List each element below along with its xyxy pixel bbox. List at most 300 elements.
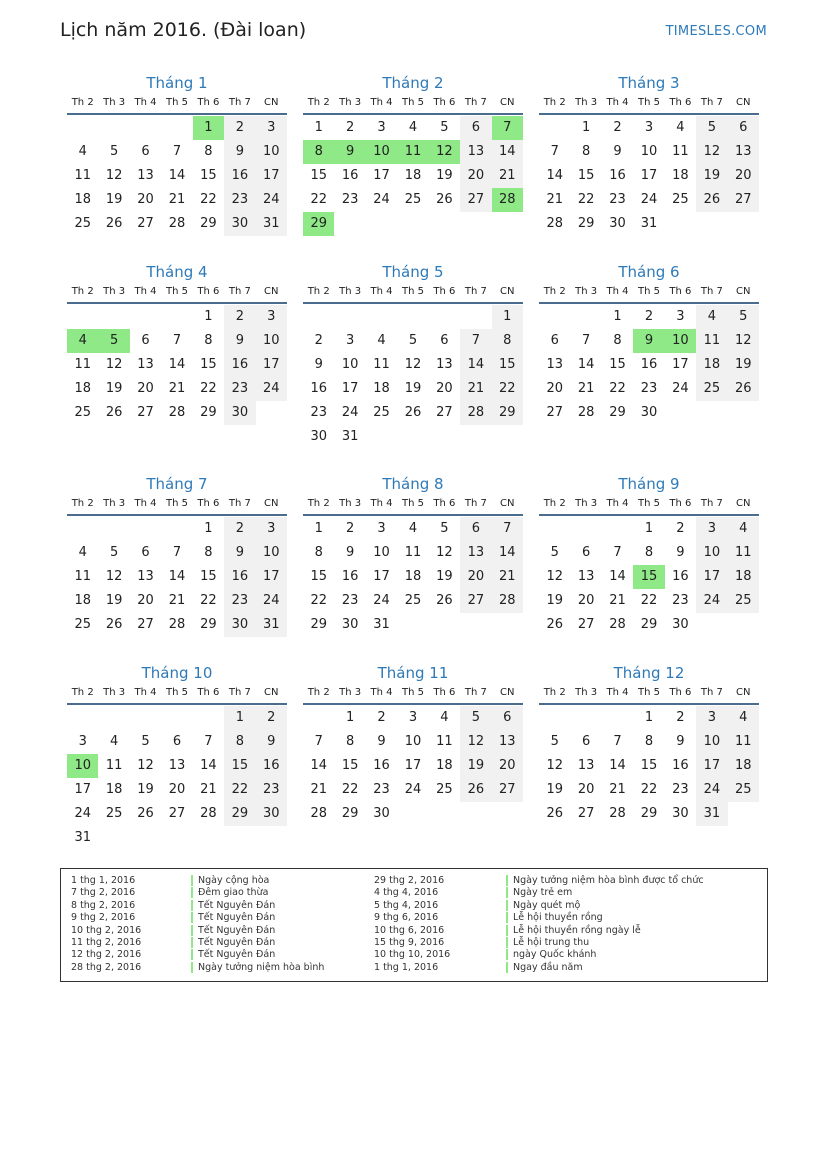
day-cell: 8 xyxy=(613,333,622,348)
legend-row xyxy=(71,937,141,949)
day-cell: 1 xyxy=(314,120,323,135)
day-cell: 11 xyxy=(105,758,123,773)
day-cell: 25 xyxy=(728,589,759,613)
day-cell: 16 xyxy=(341,168,359,183)
day-cell: 31 xyxy=(256,212,287,236)
page-title: Lịch năm 2016. (Đài loan) xyxy=(60,19,307,41)
day-cell: 20 xyxy=(168,782,186,797)
day-cell: 29 xyxy=(640,617,658,632)
day-cell: 27 xyxy=(436,405,453,420)
day-cell: 18 xyxy=(105,782,123,797)
brand-link[interactable]: TIMESLES.COM xyxy=(665,24,767,39)
weekday-header: Th 6 xyxy=(669,687,692,698)
day-cell: 14 xyxy=(492,541,523,565)
day-cell: 22 xyxy=(492,377,523,401)
day-cell: 18 xyxy=(728,754,759,778)
day-cell: 22 xyxy=(200,192,217,207)
day-cell: 31 xyxy=(256,613,287,637)
day-cell: 9 xyxy=(676,734,685,749)
day-cell: 30 xyxy=(256,802,287,826)
weekday-header: CN xyxy=(264,97,279,108)
day-cell: 14 xyxy=(168,569,186,584)
day-cell: 14 xyxy=(492,140,523,164)
day-cell: 2 xyxy=(224,116,255,140)
day-cell: 19 xyxy=(436,569,453,584)
day-cell: 30 xyxy=(224,401,255,425)
day-cell: 16 xyxy=(373,758,390,773)
legend-holiday-name: Lễ hội thuyền rồng ngày lễ xyxy=(506,925,641,936)
day-cell: 6 xyxy=(141,144,150,159)
day-cell: 18 xyxy=(436,758,453,773)
day-cell: 17 xyxy=(672,357,689,372)
day-cell: 27 xyxy=(137,617,154,632)
legend-date: 10 thg 10, 2016 xyxy=(374,949,451,961)
day-cell: 14 xyxy=(609,569,626,584)
day-cell: 22 xyxy=(200,593,217,608)
legend-holiday-name: Ngày trẻ em xyxy=(506,887,572,898)
day-cell: 26 xyxy=(546,806,563,821)
day-cell: 8 xyxy=(314,545,323,560)
day-cell: 28 xyxy=(168,617,186,632)
day-cell: 15 xyxy=(200,357,217,372)
day-cell: 24 xyxy=(696,589,727,613)
day-cell: 8 xyxy=(581,144,591,159)
weekday-header: Th 4 xyxy=(370,286,393,297)
weekday-header: Th 4 xyxy=(606,97,629,108)
day-cell: 23 xyxy=(310,405,327,420)
day-cell: 28 xyxy=(168,216,186,231)
day-cell: 26 xyxy=(546,617,563,632)
day-cell: 25 xyxy=(74,405,91,420)
month-name: Tháng 3 xyxy=(618,74,680,92)
day-cell: 9 xyxy=(377,734,386,749)
day-cell: 7 xyxy=(613,545,622,560)
day-cell: 21 xyxy=(492,565,523,589)
weekday-header: Th 5 xyxy=(401,498,424,509)
legend-row xyxy=(374,875,450,887)
weekday-header: Th 2 xyxy=(543,498,566,509)
day-cell: 9 xyxy=(224,140,255,164)
day-cell: 19 xyxy=(105,593,123,608)
day-cell: 18 xyxy=(373,381,390,396)
legend-date: 5 thg 4, 2016 xyxy=(374,899,439,911)
day-cell: 3 xyxy=(644,120,654,135)
weekday-header: Th 6 xyxy=(669,286,692,297)
day-cell: 9 xyxy=(613,144,622,159)
weekday-header: Th 3 xyxy=(575,97,598,108)
day-cell: 19 xyxy=(728,353,759,377)
day-cell: 11 xyxy=(74,357,91,372)
weekday-header: CN xyxy=(500,97,515,108)
day-cell: 18 xyxy=(74,381,91,396)
weekday-header: Th 6 xyxy=(433,687,456,698)
day-cell: 7 xyxy=(550,144,559,159)
legend-row xyxy=(71,875,141,887)
day-cell: 12 xyxy=(105,357,123,372)
month-1 xyxy=(67,73,287,231)
day-cell: 7 xyxy=(172,545,182,560)
day-cell: 20 xyxy=(137,381,154,396)
day-cell: 24 xyxy=(256,377,287,401)
day-cell: 11 xyxy=(404,545,422,560)
weekday-header: Th 6 xyxy=(197,687,220,698)
month-3 xyxy=(539,73,759,231)
day-cell: 7 xyxy=(613,734,622,749)
day-cell: 28 xyxy=(577,405,595,420)
day-cell: 13 xyxy=(137,168,154,183)
day-cell: 4 xyxy=(408,521,418,536)
holiday-day: 15 xyxy=(633,565,664,589)
legend-row xyxy=(374,925,450,937)
day-cell: 12 xyxy=(546,569,563,584)
day-cell: 29 xyxy=(224,802,255,826)
day-cell: 4 xyxy=(78,144,87,159)
day-cell: 23 xyxy=(256,778,287,802)
weekday-header: Th 2 xyxy=(543,97,566,108)
month-name: Tháng 2 xyxy=(382,74,444,92)
legend-row xyxy=(191,900,324,912)
day-cell: 20 xyxy=(436,381,453,396)
day-cell: 21 xyxy=(168,381,186,396)
weekday-header: Th 3 xyxy=(575,687,598,698)
header-divider xyxy=(539,113,759,115)
day-cell: 25 xyxy=(74,617,91,632)
day-cell: 28 xyxy=(609,806,626,821)
day-cell: 13 xyxy=(577,569,595,584)
day-cell: 4 xyxy=(676,120,685,135)
legend-holiday-name: Ngày tưởng niệm hòa bình xyxy=(191,962,324,973)
month-12 xyxy=(539,663,759,821)
day-cell: 6 xyxy=(460,517,491,541)
day-cell: 14 xyxy=(577,357,595,372)
day-cell: 10 xyxy=(696,541,727,565)
weekday-header: Th 5 xyxy=(401,687,424,698)
day-cell: 8 xyxy=(345,734,355,749)
holiday-day: 7 xyxy=(492,116,523,140)
weekday-header: Th 7 xyxy=(700,286,723,297)
day-cell: 13 xyxy=(436,357,453,372)
day-cell: 4 xyxy=(728,517,759,541)
day-cell: 22 xyxy=(224,778,255,802)
day-cell: 3 xyxy=(256,305,287,329)
weekday-header: Th 3 xyxy=(103,286,126,297)
day-cell: 9 xyxy=(676,545,685,560)
legend-holiday-name: Ngày tưởng niệm hòa bình được tổ chức xyxy=(506,875,704,886)
day-cell: 19 xyxy=(105,192,123,207)
day-cell: 27 xyxy=(577,806,595,821)
day-cell: 23 xyxy=(341,192,359,207)
day-cell: 16 xyxy=(310,381,327,396)
day-cell: 24 xyxy=(373,192,390,207)
weekday-header: Th 2 xyxy=(307,286,330,297)
day-cell: 4 xyxy=(440,710,449,725)
legend-names-left xyxy=(191,875,324,974)
day-cell: 4 xyxy=(109,734,119,749)
day-cell: 7 xyxy=(172,144,182,159)
day-cell: 14 xyxy=(609,758,626,773)
weekday-header: Th 7 xyxy=(700,498,723,509)
day-cell: 17 xyxy=(640,168,658,183)
day-cell: 13 xyxy=(137,569,154,584)
day-cell: 29 xyxy=(200,405,217,420)
day-cell: 20 xyxy=(492,754,523,778)
weekday-header: Th 6 xyxy=(197,286,220,297)
day-cell: 26 xyxy=(137,806,154,821)
day-cell: 24 xyxy=(256,188,287,212)
day-cell: 16 xyxy=(341,569,359,584)
header-divider xyxy=(539,703,759,705)
weekday-header: Th 5 xyxy=(165,286,188,297)
legend-holiday-name: Lễ hội trung thu xyxy=(506,937,589,948)
month-name: Tháng 4 xyxy=(146,263,208,281)
day-cell: 19 xyxy=(404,381,422,396)
day-cell: 12 xyxy=(436,545,453,560)
header-divider xyxy=(303,113,523,115)
legend-date: 1 thg 1, 2016 xyxy=(374,961,439,973)
day-cell: 20 xyxy=(577,782,595,797)
day-cell: 5 xyxy=(440,120,449,135)
weekday-header: Th 6 xyxy=(197,97,220,108)
day-cell: 6 xyxy=(440,333,449,348)
day-cell: 11 xyxy=(74,569,91,584)
day-cell: 17 xyxy=(256,164,287,188)
header-divider xyxy=(539,514,759,516)
day-cell: 5 xyxy=(728,305,759,329)
day-cell: 27 xyxy=(460,589,491,613)
legend-date: 10 thg 6, 2016 xyxy=(374,924,445,936)
legend-row xyxy=(191,949,324,961)
day-cell: 19 xyxy=(696,164,727,188)
weekday-header: Th 4 xyxy=(370,687,393,698)
day-cell: 8 xyxy=(204,333,213,348)
month-name: Tháng 1 xyxy=(146,74,208,92)
weekday-header: Th 4 xyxy=(134,687,157,698)
month-10 xyxy=(67,663,287,845)
weekday-header: Th 3 xyxy=(339,498,362,509)
day-cell: 7 xyxy=(172,333,182,348)
day-cell: 21 xyxy=(609,782,626,797)
day-cell: 6 xyxy=(581,734,591,749)
day-cell: 8 xyxy=(492,329,523,353)
weekday-header: CN xyxy=(736,97,751,108)
holiday-day: 1 xyxy=(193,116,224,140)
day-cell: 12 xyxy=(105,569,123,584)
legend-row xyxy=(506,949,704,961)
day-cell: 22 xyxy=(200,381,217,396)
day-cell: 21 xyxy=(310,782,327,797)
weekday-header: Th 4 xyxy=(606,498,629,509)
weekday-header: Th 7 xyxy=(464,687,487,698)
legend-row xyxy=(71,912,141,924)
legend-holiday-name: Tết Nguyên Đán xyxy=(191,949,275,960)
day-cell: 23 xyxy=(672,782,689,797)
day-cell: 3 xyxy=(256,116,287,140)
day-cell: 17 xyxy=(373,569,390,584)
day-cell: 24 xyxy=(341,405,359,420)
day-cell: 26 xyxy=(696,188,727,212)
day-cell: 5 xyxy=(550,545,559,560)
day-cell: 2 xyxy=(377,710,386,725)
day-cell: 21 xyxy=(168,593,186,608)
day-cell: 1 xyxy=(204,521,213,536)
month-6 xyxy=(539,262,759,420)
day-cell: 22 xyxy=(609,381,626,396)
day-cell: 15 xyxy=(577,168,595,183)
legend-holiday-name: Ngày quét mộ xyxy=(506,900,580,911)
day-cell: 8 xyxy=(204,144,213,159)
weekday-header: Th 7 xyxy=(228,687,251,698)
weekday-header: Th 7 xyxy=(464,498,487,509)
day-cell: 9 xyxy=(345,545,355,560)
holiday-legend xyxy=(60,868,768,982)
day-cell: 13 xyxy=(137,357,154,372)
day-cell: 27 xyxy=(460,188,491,212)
day-cell: 16 xyxy=(256,754,287,778)
day-cell: 28 xyxy=(609,617,626,632)
day-cell: 11 xyxy=(373,357,390,372)
month-name: Tháng 10 xyxy=(141,664,213,682)
day-cell: 24 xyxy=(696,778,727,802)
day-cell: 18 xyxy=(728,565,759,589)
day-cell: 30 xyxy=(640,405,658,420)
day-cell: 24 xyxy=(404,782,422,797)
legend-holiday-name: Tết Nguyên Đán xyxy=(191,925,275,936)
header-divider xyxy=(67,302,287,304)
day-cell: 30 xyxy=(341,617,359,632)
legend-date: 11 thg 2, 2016 xyxy=(71,936,142,948)
header-divider xyxy=(67,514,287,516)
month-4 xyxy=(67,262,287,420)
weekday-header: Th 5 xyxy=(637,286,660,297)
legend-date: 28 thg 2, 2016 xyxy=(71,961,142,973)
day-cell: 14 xyxy=(168,168,186,183)
legend-date: 15 thg 9, 2016 xyxy=(374,936,445,948)
day-cell: 1 xyxy=(644,710,654,725)
day-cell: 10 xyxy=(640,144,658,159)
holiday-day: 9 xyxy=(633,329,664,353)
day-cell: 23 xyxy=(609,192,626,207)
day-cell: 4 xyxy=(78,545,87,560)
day-cell: 21 xyxy=(609,593,626,608)
header-divider xyxy=(67,703,287,705)
weekday-header: Th 3 xyxy=(575,286,598,297)
day-cell: 8 xyxy=(644,734,654,749)
day-cell: 2 xyxy=(644,309,654,324)
day-cell: 2 xyxy=(314,333,323,348)
day-cell: 2 xyxy=(613,120,622,135)
day-cell: 17 xyxy=(341,381,359,396)
day-cell: 27 xyxy=(546,405,563,420)
day-cell: 31 xyxy=(640,216,658,231)
day-cell: 30 xyxy=(373,806,390,821)
day-cell: 27 xyxy=(728,188,759,212)
day-cell: 31 xyxy=(696,802,727,826)
weekday-header: CN xyxy=(736,286,751,297)
day-cell: 5 xyxy=(408,333,418,348)
day-cell: 29 xyxy=(609,405,626,420)
legend-row xyxy=(374,962,450,974)
legend-holiday-name: Ngay đầu năm xyxy=(506,962,583,973)
day-cell: 30 xyxy=(224,613,255,637)
day-cell: 15 xyxy=(492,353,523,377)
month-9 xyxy=(539,474,759,632)
legend-date: 29 thg 2, 2016 xyxy=(374,875,445,886)
weekday-header: Th 3 xyxy=(339,286,362,297)
day-cell: 5 xyxy=(460,706,491,730)
holiday-day: 8 xyxy=(303,140,334,164)
day-cell: 6 xyxy=(141,333,150,348)
weekday-header: Th 4 xyxy=(370,97,393,108)
day-cell: 10 xyxy=(341,357,359,372)
day-cell: 5 xyxy=(141,734,150,749)
day-cell: 25 xyxy=(672,192,689,207)
day-cell: 15 xyxy=(200,168,217,183)
day-cell: 5 xyxy=(109,545,119,560)
day-cell: 20 xyxy=(546,381,563,396)
day-cell: 23 xyxy=(224,589,255,613)
day-cell: 16 xyxy=(609,168,626,183)
weekday-header: Th 7 xyxy=(464,286,487,297)
weekday-header: Th 3 xyxy=(103,687,126,698)
day-cell: 30 xyxy=(672,617,689,632)
weekday-header: CN xyxy=(264,687,279,698)
day-cell: 25 xyxy=(404,192,422,207)
day-cell: 29 xyxy=(310,617,327,632)
day-cell: 13 xyxy=(460,140,491,164)
day-cell: 3 xyxy=(78,734,87,749)
day-cell: 22 xyxy=(310,192,327,207)
day-cell: 26 xyxy=(105,405,123,420)
day-cell: 20 xyxy=(728,164,759,188)
day-cell: 17 xyxy=(74,782,91,797)
month-name: Tháng 9 xyxy=(618,475,680,493)
header-divider xyxy=(303,703,523,705)
day-cell: 3 xyxy=(377,521,386,536)
day-cell: 11 xyxy=(436,734,453,749)
legend-row xyxy=(191,912,324,924)
day-cell: 22 xyxy=(577,192,595,207)
day-cell: 29 xyxy=(577,216,595,231)
day-cell: 6 xyxy=(172,734,182,749)
day-cell: 7 xyxy=(204,734,213,749)
day-cell: 15 xyxy=(224,754,255,778)
header-divider xyxy=(303,302,523,304)
day-cell: 3 xyxy=(345,333,355,348)
holiday-day: 4 xyxy=(67,329,98,353)
day-cell: 2 xyxy=(256,706,287,730)
day-cell: 30 xyxy=(310,429,327,444)
day-cell: 22 xyxy=(640,593,658,608)
weekday-header: CN xyxy=(264,498,279,509)
day-cell: 16 xyxy=(224,565,255,589)
day-cell: 25 xyxy=(728,778,759,802)
weekday-header: CN xyxy=(500,687,515,698)
day-cell: 17 xyxy=(696,754,727,778)
day-cell: 27 xyxy=(137,405,154,420)
day-cell: 4 xyxy=(728,706,759,730)
day-cell: 12 xyxy=(137,758,154,773)
legend-holiday-name: Ngày cộng hòa xyxy=(191,875,269,886)
day-cell: 2 xyxy=(676,521,685,536)
weekday-header: Th 3 xyxy=(103,498,126,509)
day-cell: 23 xyxy=(224,188,255,212)
legend-holiday-name: ngày Quốc khánh xyxy=(506,949,596,960)
day-cell: 18 xyxy=(672,168,689,183)
weekday-header: Th 6 xyxy=(433,97,456,108)
day-cell: 25 xyxy=(436,782,453,797)
weekday-header: Th 2 xyxy=(307,498,330,509)
day-cell: 13 xyxy=(577,758,595,773)
